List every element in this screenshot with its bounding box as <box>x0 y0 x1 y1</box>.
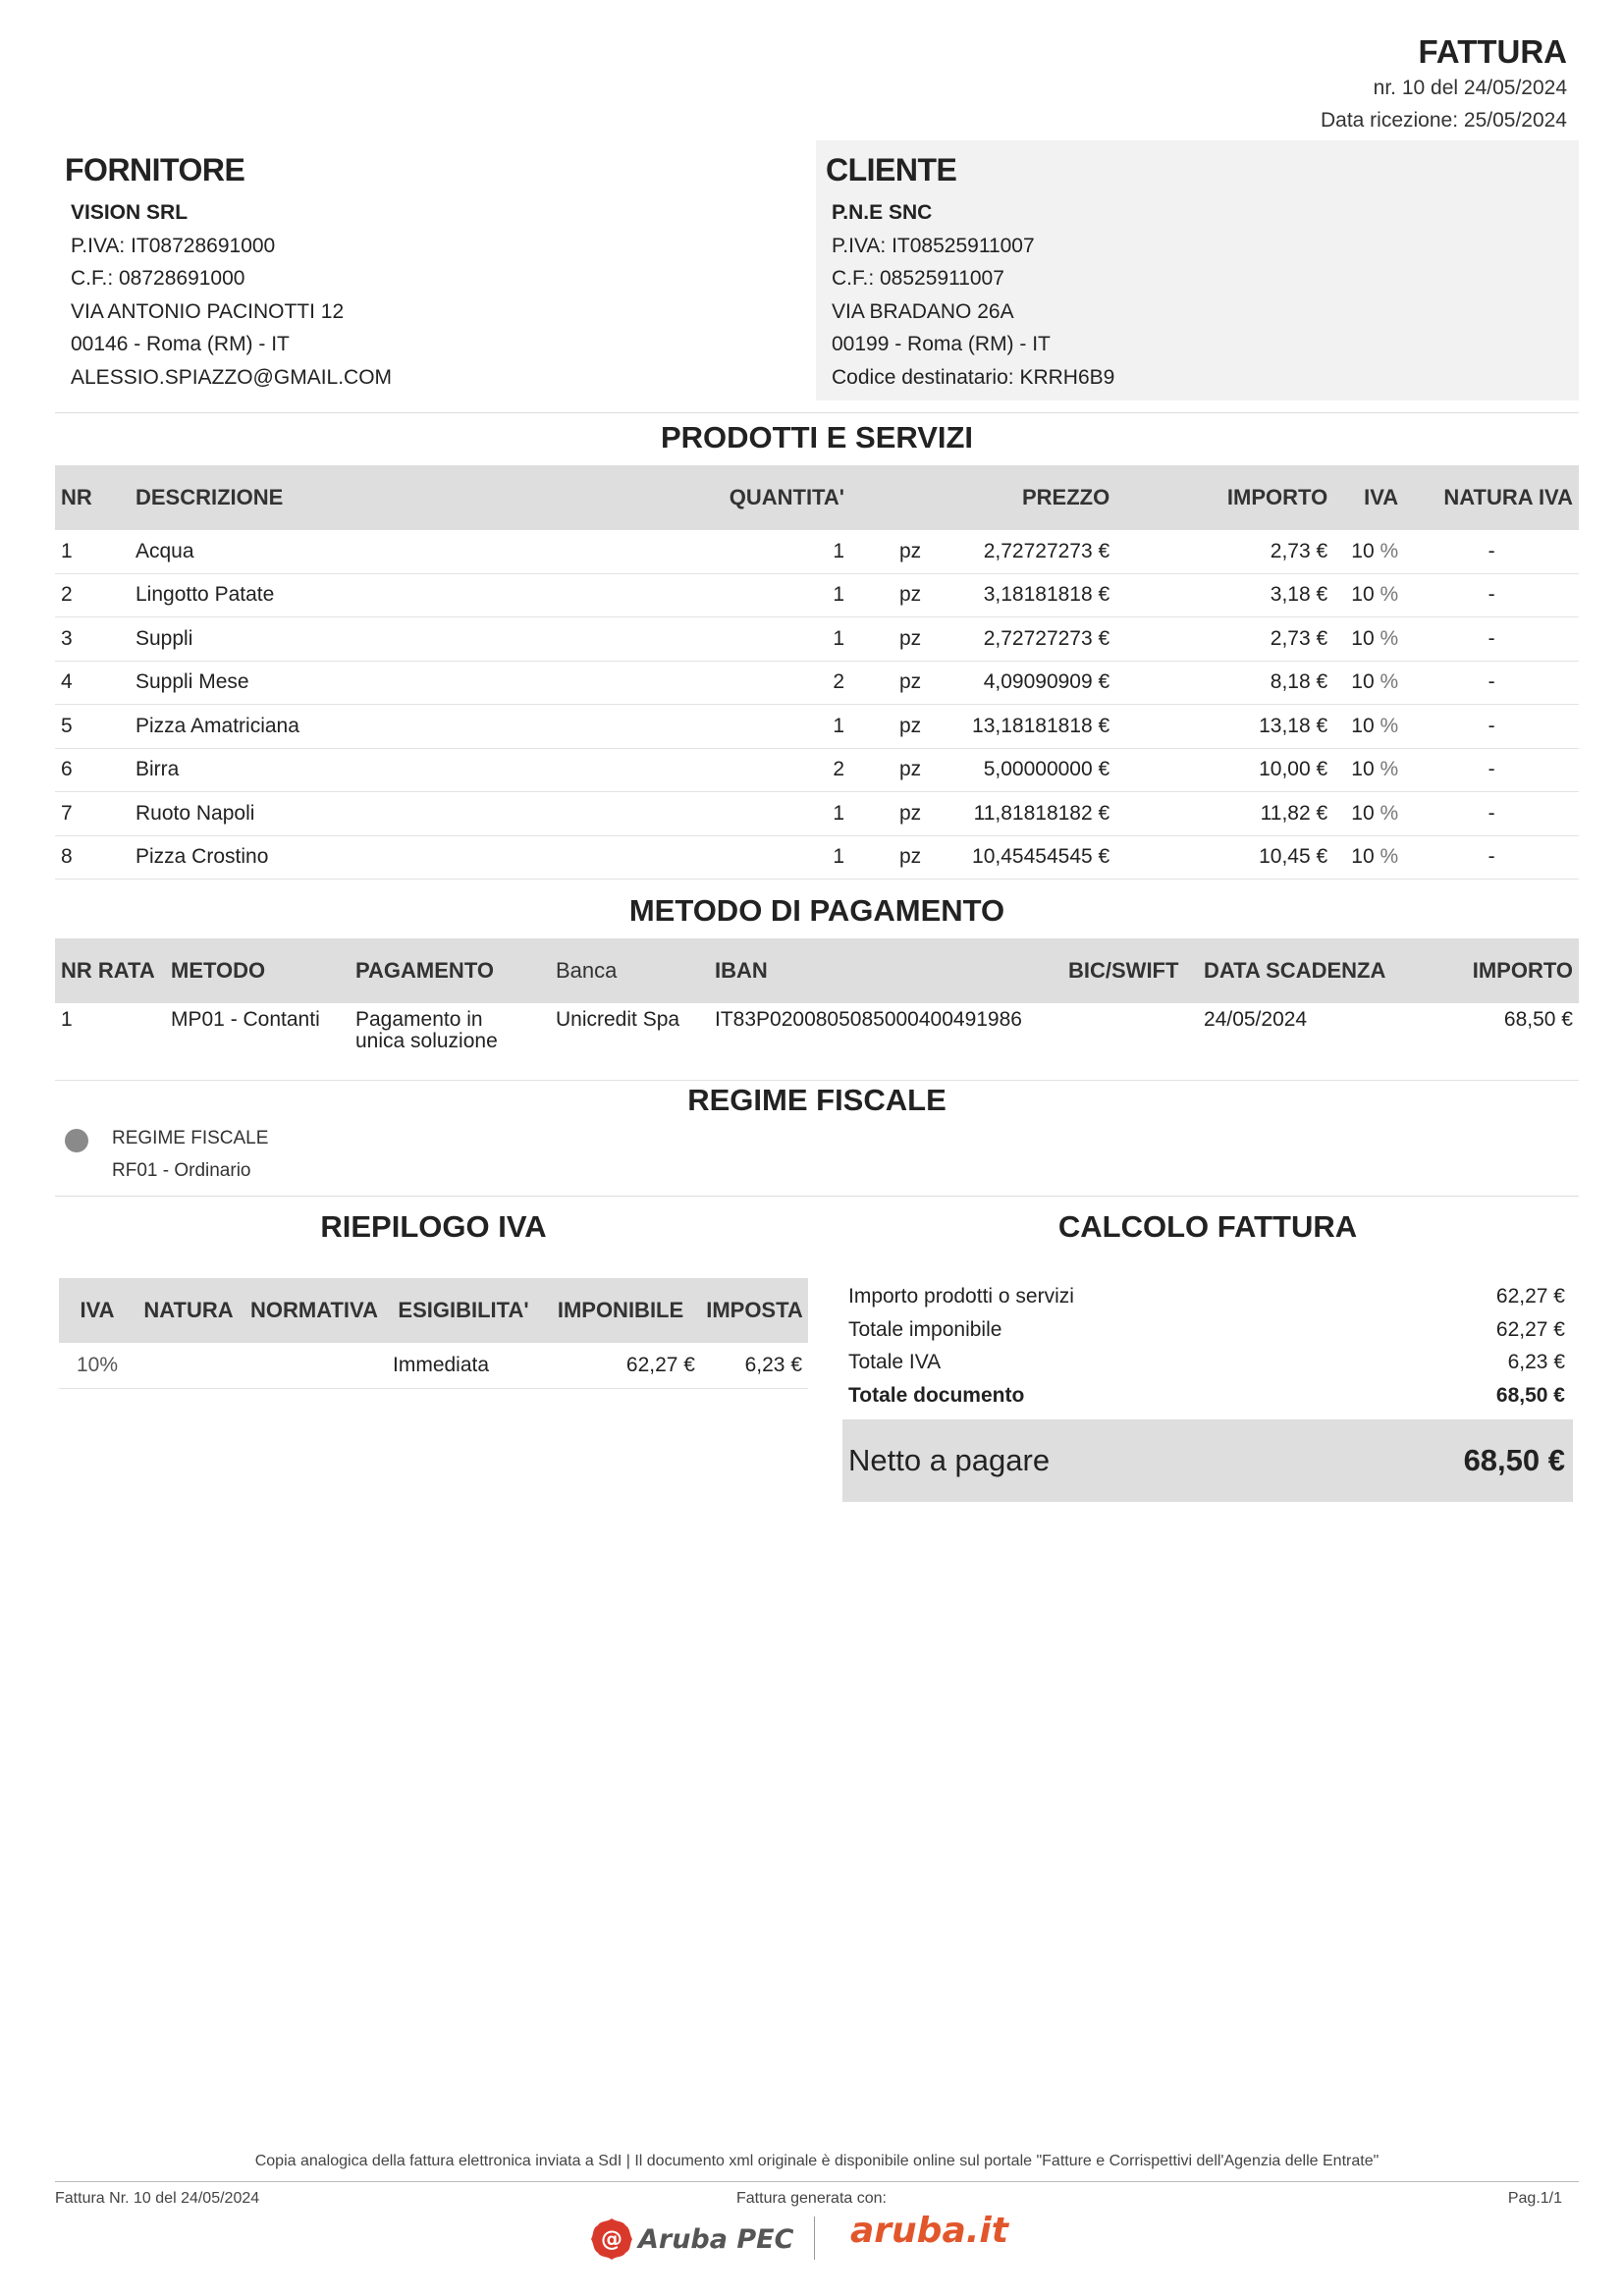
payment-table <box>55 938 1579 1081</box>
products-header-row <box>55 465 1579 530</box>
document-number: nr. 10 del 24/05/2024 <box>1373 77 1567 99</box>
calc-row <box>842 1346 1573 1379</box>
row-unit: pz <box>850 835 927 880</box>
row-amount: 13,18 € <box>1115 705 1333 749</box>
client-cf: C.F.: 08525911007 <box>832 267 1004 290</box>
calculation-title: CALCOLO FATTURA <box>1057 1209 1358 1244</box>
row-description: Ruoto Napoli <box>130 792 691 836</box>
col-vat-rate: IVA <box>59 1278 135 1343</box>
row-quantity: 1 <box>691 530 850 573</box>
payment-amount: 68,50 € <box>1426 1003 1579 1081</box>
col-vat: IVA <box>1333 465 1404 530</box>
row-vat-nature: - <box>1404 792 1579 836</box>
client-piva: P.IVA: IT08525911007 <box>832 234 1035 257</box>
footer-page-number: Pag.1/1 <box>1507 2190 1562 2207</box>
regime-label: REGIME FISCALE <box>112 1128 269 1148</box>
col-installment: NR RATA <box>55 938 165 1003</box>
supplier-name: VISION SRL <box>71 201 189 224</box>
client-recipient-code: Codice destinatario: KRRH6B9 <box>832 365 1115 389</box>
row-nr: 4 <box>55 661 130 705</box>
row-amount: 3,18 € <box>1115 573 1333 617</box>
row-vat: 10 % <box>1333 573 1404 617</box>
vat-summary-table <box>59 1278 808 1389</box>
divider <box>814 2216 815 2260</box>
col-due-date: DATA SCADENZA <box>1198 938 1426 1003</box>
row-vat-nature: - <box>1404 661 1579 705</box>
client-address: VIA BRADANO 26A <box>832 299 1014 323</box>
supplier-city: 00146 - Roma (RM) - IT <box>71 333 290 355</box>
row-quantity: 1 <box>691 617 850 662</box>
row-price: 11,81818182 € <box>927 792 1115 836</box>
table-row <box>59 1343 808 1389</box>
total-value: 68,50 € <box>1495 1383 1565 1407</box>
row-vat: 10 % <box>1333 661 1404 705</box>
aruba-pec-text: Aruba PEC <box>638 2223 794 2255</box>
row-quantity: 1 <box>691 573 850 617</box>
vat-header-row <box>59 1278 808 1343</box>
products-section-title: PRODOTTI E SERVIZI <box>660 420 974 454</box>
row-vat-nature: - <box>1404 835 1579 880</box>
table-row <box>55 705 1579 749</box>
row-description: Acqua <box>130 530 691 573</box>
calculation-block <box>842 1278 1573 1502</box>
row-quantity: 2 <box>691 748 850 792</box>
row-description: Suppli <box>130 617 691 662</box>
vat-rule <box>242 1343 387 1389</box>
row-price: 10,45454545 € <box>927 835 1115 880</box>
divider <box>55 2181 1579 2182</box>
row-price: 4,09090909 € <box>927 661 1115 705</box>
row-vat: 10 % <box>1333 792 1404 836</box>
row-unit: pz <box>850 530 927 573</box>
client-block <box>816 140 1579 400</box>
row-price: 5,00000000 € <box>927 748 1115 792</box>
row-price: 13,18181818 € <box>927 705 1115 749</box>
products-table <box>55 465 1579 880</box>
vat-taxable: 62,27 € <box>540 1343 701 1389</box>
col-exigibility: ESIGIBILITA' <box>387 1278 540 1343</box>
table-row <box>55 792 1579 836</box>
table-row <box>55 617 1579 662</box>
net-value: 68,50 € <box>1463 1443 1565 1477</box>
net-to-pay-box <box>842 1419 1573 1502</box>
col-taxable: IMPONIBILE <box>540 1278 701 1343</box>
vat-exigibility: Immediata <box>387 1343 540 1389</box>
row-description: Pizza Crostino <box>130 835 691 880</box>
row-nr: 8 <box>55 835 130 880</box>
vat-nature <box>135 1343 242 1389</box>
net-label: Netto a pagare <box>848 1443 1051 1477</box>
row-vat: 10 % <box>1333 617 1404 662</box>
vat-tax: 6,23 € <box>701 1343 808 1389</box>
payment-section-title: METODO DI PAGAMENTO <box>628 893 1005 928</box>
row-vat: 10 % <box>1333 530 1404 573</box>
row-nr: 6 <box>55 748 130 792</box>
aruba-seal-icon <box>589 2216 634 2262</box>
row-price: 2,72727273 € <box>927 530 1115 573</box>
calc-label: Totale imponibile <box>848 1317 1002 1341</box>
supplier-block <box>55 140 801 400</box>
row-unit: pz <box>850 705 927 749</box>
calc-value: 62,27 € <box>1495 1285 1565 1308</box>
col-tax: IMPOSTA <box>701 1278 808 1343</box>
row-quantity: 1 <box>691 835 850 880</box>
col-quantity: QUANTITA' <box>691 465 850 530</box>
payment-iban: IT83P0200805085000400491986 <box>709 1003 1062 1081</box>
col-bic: BIC/SWIFT <box>1062 938 1198 1003</box>
row-vat: 10 % <box>1333 835 1404 880</box>
document-received-date: Data ricezione: 25/05/2024 <box>1320 109 1567 132</box>
aruba-it-logo <box>850 2211 1008 2251</box>
row-unit: pz <box>850 617 927 662</box>
payment-header-row <box>55 938 1579 1003</box>
row-unit: pz <box>850 792 927 836</box>
row-quantity: 1 <box>691 705 850 749</box>
calc-label: Totale IVA <box>848 1351 942 1373</box>
svg-text:@: @ <box>601 2227 622 2252</box>
payment-due-date: 24/05/2024 <box>1198 1003 1426 1081</box>
payment-method: MP01 - Contanti <box>165 1003 350 1081</box>
col-nr: NR <box>55 465 130 530</box>
row-quantity: 2 <box>691 661 850 705</box>
vat-rate: 10% <box>59 1343 135 1389</box>
col-nature: NATURA <box>135 1278 242 1343</box>
bullet-icon <box>65 1129 88 1152</box>
col-vat-nature: NATURA IVA <box>1404 465 1579 530</box>
supplier-email: ALESSIO.SPIAZZO@GMAIL.COM <box>71 365 393 389</box>
payment-bic <box>1062 1003 1198 1081</box>
row-price: 2,72727273 € <box>927 617 1115 662</box>
table-row <box>55 573 1579 617</box>
calc-total-row <box>842 1379 1573 1413</box>
footer-generated-by: Fattura generata con: <box>736 2190 887 2207</box>
col-method: METODO <box>165 938 350 1003</box>
supplier-address: VIA ANTONIO PACINOTTI 12 <box>71 299 345 323</box>
row-vat-nature: - <box>1404 705 1579 749</box>
row-nr: 2 <box>55 573 130 617</box>
document-title: FATTURA <box>1418 33 1567 70</box>
row-amount: 8,18 € <box>1115 661 1333 705</box>
row-vat-nature: - <box>1404 573 1579 617</box>
aruba-pec-logo <box>589 2216 793 2262</box>
col-payment-amount: IMPORTO <box>1426 938 1579 1003</box>
calc-value: 62,27 € <box>1495 1317 1565 1341</box>
calc-value: 6,23 € <box>1507 1351 1565 1373</box>
row-quantity: 1 <box>691 792 850 836</box>
client-title: CLIENTE <box>826 152 957 187</box>
row-unit: pz <box>850 748 927 792</box>
footer-note: Copia analogica della fattura elettronica inviata a SdI | Il documento xml originale è disponibile online sul portale "Fatture e Corrispettivi dell'Agenzia delle Entrate" <box>254 2153 1380 2169</box>
row-amount: 2,73 € <box>1115 530 1333 573</box>
total-label: Totale documento <box>848 1383 1025 1407</box>
row-nr: 1 <box>55 530 130 573</box>
row-amount: 10,45 € <box>1115 835 1333 880</box>
payment-terms <box>350 1003 550 1081</box>
table-row <box>55 661 1579 705</box>
row-vat-nature: - <box>1404 617 1579 662</box>
calc-label: Importo prodotti o servizi <box>848 1285 1074 1308</box>
col-price: PREZZO <box>927 465 1115 530</box>
row-amount: 11,82 € <box>1115 792 1333 836</box>
row-description: Lingotto Patate <box>130 573 691 617</box>
calc-row <box>842 1313 1573 1347</box>
payment-terms-line: Pagamento in <box>355 1008 483 1031</box>
col-payment: PAGAMENTO <box>350 938 550 1003</box>
row-unit: pz <box>850 573 927 617</box>
col-rule: NORMATIVA <box>242 1278 387 1343</box>
row-vat: 10 % <box>1333 705 1404 749</box>
row-vat: 10 % <box>1333 748 1404 792</box>
row-nr: 5 <box>55 705 130 749</box>
table-row <box>55 748 1579 792</box>
row-nr: 3 <box>55 617 130 662</box>
regime-value: RF01 - Ordinario <box>112 1160 251 1181</box>
divider <box>55 1196 1579 1197</box>
payment-terms-line: unica soluzione <box>355 1030 498 1052</box>
row-amount: 10,00 € <box>1115 748 1333 792</box>
row-price: 3,18181818 € <box>927 573 1115 617</box>
aruba-it-text: aruba.it <box>850 2211 1008 2251</box>
payment-bank: Unicredit Spa <box>550 1003 709 1081</box>
table-row <box>55 835 1579 880</box>
table-row <box>55 530 1579 573</box>
client-city: 00199 - Roma (RM) - IT <box>832 333 1051 355</box>
client-name: P.N.E SNC <box>832 201 933 224</box>
row-unit: pz <box>850 661 927 705</box>
supplier-title: FORNITORE <box>65 152 245 187</box>
table-row <box>55 1003 1579 1081</box>
row-nr: 7 <box>55 792 130 836</box>
row-description: Suppli Mese <box>130 661 691 705</box>
payment-installment: 1 <box>55 1003 165 1081</box>
calc-row <box>842 1280 1573 1313</box>
regime-section-title: REGIME FISCALE <box>687 1083 947 1117</box>
row-description: Pizza Amatriciana <box>130 705 691 749</box>
row-amount: 2,73 € <box>1115 617 1333 662</box>
row-vat-nature: - <box>1404 530 1579 573</box>
supplier-piva: P.IVA: IT08728691000 <box>71 234 276 257</box>
supplier-cf: C.F.: 08728691000 <box>71 267 245 290</box>
col-bank: Banca <box>550 938 709 1003</box>
divider <box>55 412 1579 413</box>
col-description: DESCRIZIONE <box>130 465 691 530</box>
col-iban: IBAN <box>709 938 1062 1003</box>
row-description: Birra <box>130 748 691 792</box>
footer-invoice-ref: Fattura Nr. 10 del 24/05/2024 <box>55 2190 260 2207</box>
vat-summary-title: RIEPILOGO IVA <box>320 1209 547 1244</box>
row-vat-nature: - <box>1404 748 1579 792</box>
col-amount: IMPORTO <box>1115 465 1333 530</box>
